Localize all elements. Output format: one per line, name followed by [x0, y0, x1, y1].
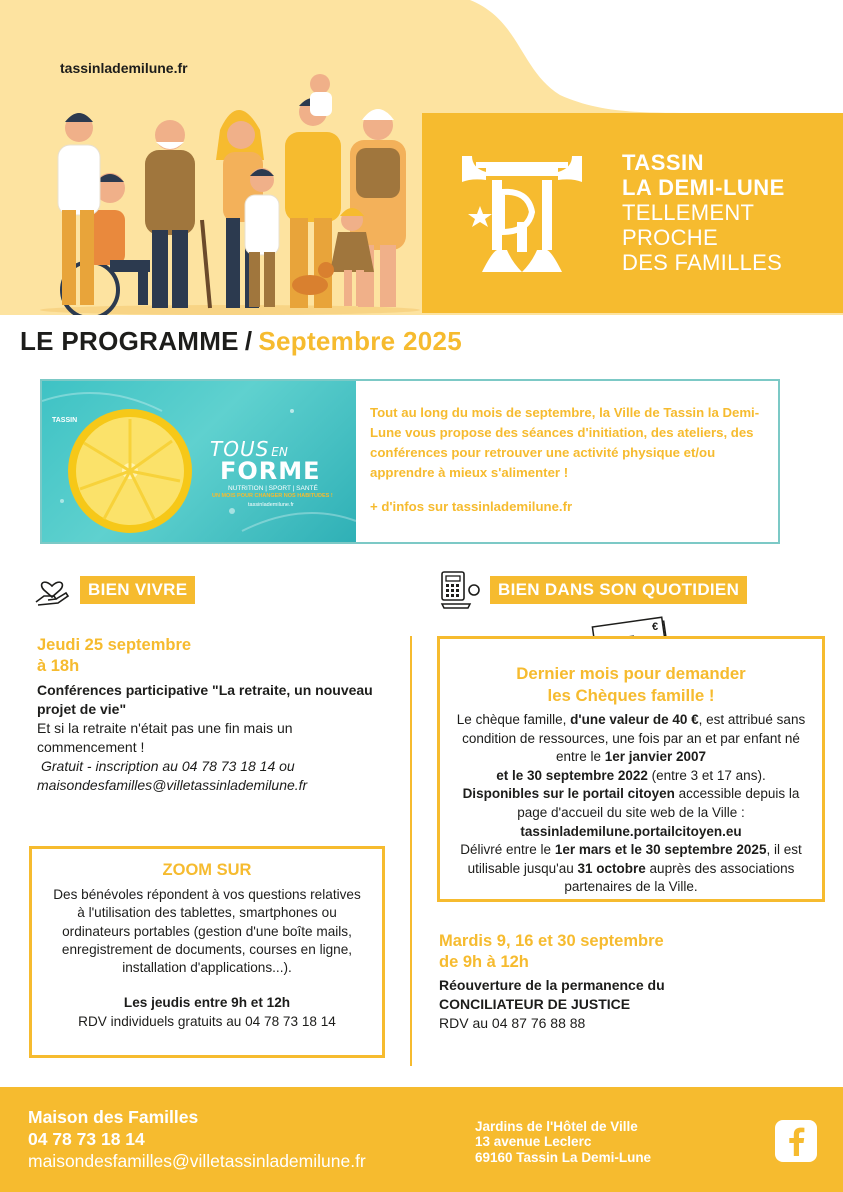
- title-separator: /: [244, 326, 253, 356]
- family-illustration: [30, 70, 430, 315]
- facebook-icon[interactable]: [775, 1120, 817, 1162]
- event2-time: de 9h à 12h: [439, 953, 529, 971]
- cheque-portal-label: Disponibles sur le portail citoyen: [462, 786, 675, 802]
- cheque-p3-a: Délivré entre le: [460, 842, 555, 858]
- cheque-title-line2: les Chèques famille !: [547, 686, 715, 705]
- cheque-p2-b: accessible depuis la page d'accueil du site web de la Ville :: [517, 786, 800, 820]
- tagline-line1: TELLEMENT: [622, 200, 755, 225]
- event2-rdv: RDV au 04 87 76 88 88: [439, 1015, 586, 1031]
- footer-org-name: Maison des Familles: [28, 1107, 199, 1127]
- cheque-age-range: (entre 3 et 17 ans).: [647, 767, 766, 783]
- site-url[interactable]: tassinlademilune.fr: [60, 60, 188, 76]
- cheque-date-start: 1er janvier 2007: [604, 749, 707, 765]
- title-en: EN: [271, 445, 288, 459]
- cheque-title-line1: Dernier mois pour demander: [516, 664, 746, 683]
- banner-image: [42, 381, 356, 542]
- section-bien-vivre: BIEN VIVRE: [80, 576, 195, 604]
- event2-title-line2: CONCILIATEUR DE JUSTICE: [439, 996, 631, 1012]
- zoom-sur-box: [29, 846, 385, 1058]
- banner-small-url: tassinlademilune.fr: [248, 502, 294, 508]
- event-description: Et si la retraite n'était pas une fin mais un commencement !: [37, 720, 293, 755]
- programme-label: LE PROGRAMME: [20, 326, 239, 356]
- cheque-famille-box: [437, 636, 825, 902]
- event2-title-line1: Réouverture de la permanence du: [439, 977, 665, 993]
- event-retraite: [37, 635, 377, 795]
- tous-en-forme-banner: [40, 379, 780, 544]
- cheque-p3-e: auprès des associations partenaires de la Ville.: [564, 860, 795, 895]
- tassin-logo: [462, 152, 582, 276]
- event-time: à 18h: [37, 657, 80, 675]
- banner-logo: TASSIN: [52, 417, 78, 424]
- calculator-coin-icon: [440, 570, 482, 610]
- title-forme: FORME: [220, 457, 321, 485]
- event-info-line1: Gratuit - inscription au 04 78 73 18 14 ou: [41, 758, 295, 774]
- zoom-title: ZOOM SUR: [162, 861, 252, 879]
- banner-slogan: UN MOIS POUR CHANGER NOS HABITUDES !: [212, 493, 333, 499]
- event-info-email[interactable]: maisondesfamilles@villetassinlademilune.fr: [37, 777, 308, 793]
- cheque-paragraph-2: [450, 785, 812, 841]
- footer: [0, 1087, 843, 1192]
- cheque-value: d'une valeur de 40 €: [570, 712, 699, 727]
- banner-subtitle: NUTRITION | SPORT | SANTÉ: [228, 485, 318, 492]
- column-divider: [410, 636, 412, 1066]
- section-bien-dans-son-quotidien: BIEN DANS SON QUOTIDIEN: [490, 576, 747, 604]
- tagline-line3: DES FAMILLES: [622, 250, 783, 275]
- cheque-date-end: et le 30 septembre 2022: [496, 767, 648, 783]
- event2-date: Mardis 9, 16 et 30 septembre: [439, 932, 664, 950]
- footer-email[interactable]: maisondesfamilles@villetassinlademilune.fr: [28, 1151, 366, 1171]
- cheque-p1-a: Le chèque famille,: [456, 712, 571, 727]
- programme-month: Septembre 2025: [258, 326, 463, 356]
- euro-symbol: €: [652, 621, 659, 633]
- event-date: Jeudi 25 septembre: [37, 636, 192, 654]
- brand-name-line1: TASSIN: [622, 150, 705, 175]
- brand-name-line2: LA DEMI-LUNE: [622, 175, 785, 200]
- tagline-line2: PROCHE: [622, 225, 718, 250]
- cheque-p1-c: , est attribué sans condition de ressources, une fois par an et par enfant né entre le: [462, 712, 806, 765]
- zoom-text: Des bénévoles répondent à vos questions relatives à l'utilisation des tablettes, smartphones ou ordinateurs portables (gestion d'une boîte mails, enregistrement de documents, courses en ligne, installation d'applications...).: [53, 887, 361, 976]
- event-title: Conférences participative "La retraite, un nouveau projet de vie": [37, 682, 373, 717]
- title-tous: TOUS: [210, 437, 270, 461]
- portail-citoyen-link[interactable]: tassinlademilune.portailcitoyen.eu: [520, 823, 742, 839]
- footer-address-line2: 13 avenue Leclerc: [475, 1134, 592, 1149]
- cheque-paragraph-3: [450, 841, 812, 897]
- zoom-rdv: RDV individuels gratuits au 04 78 73 18 14: [78, 1014, 336, 1030]
- footer-phone[interactable]: 04 78 73 18 14: [28, 1129, 145, 1149]
- hand-heart-icon: [34, 572, 70, 606]
- footer-address-line3: 69160 Tassin La Demi-Lune: [475, 1150, 652, 1165]
- cheque-p3-c: , il est utilisable jusqu'au: [467, 842, 802, 876]
- banner-more-info-link[interactable]: + d'infos sur tassinlademilune.fr: [370, 499, 573, 514]
- brand-text: [622, 150, 785, 275]
- cheque-period: 1er mars et le 30 septembre 2025: [554, 842, 767, 858]
- page-title: [20, 326, 462, 357]
- event-conciliateur: [439, 931, 819, 1033]
- footer-address-line1: Jardins de l'Hôtel de Ville: [475, 1119, 638, 1134]
- zoom-schedule: Les jeudis entre 9h et 12h: [123, 995, 291, 1011]
- cheque-paragraph-1: [450, 711, 812, 785]
- cheque-expiry: 31 octobre: [577, 860, 646, 876]
- banner-description: Tout au long du mois de septembre, la Ville de Tassin la Demi-Lune vous propose des séances d'initiation, des ateliers, des conférences pour retrouver une activité physique et/ou apprendre à mieux s'alimenter !: [370, 405, 760, 480]
